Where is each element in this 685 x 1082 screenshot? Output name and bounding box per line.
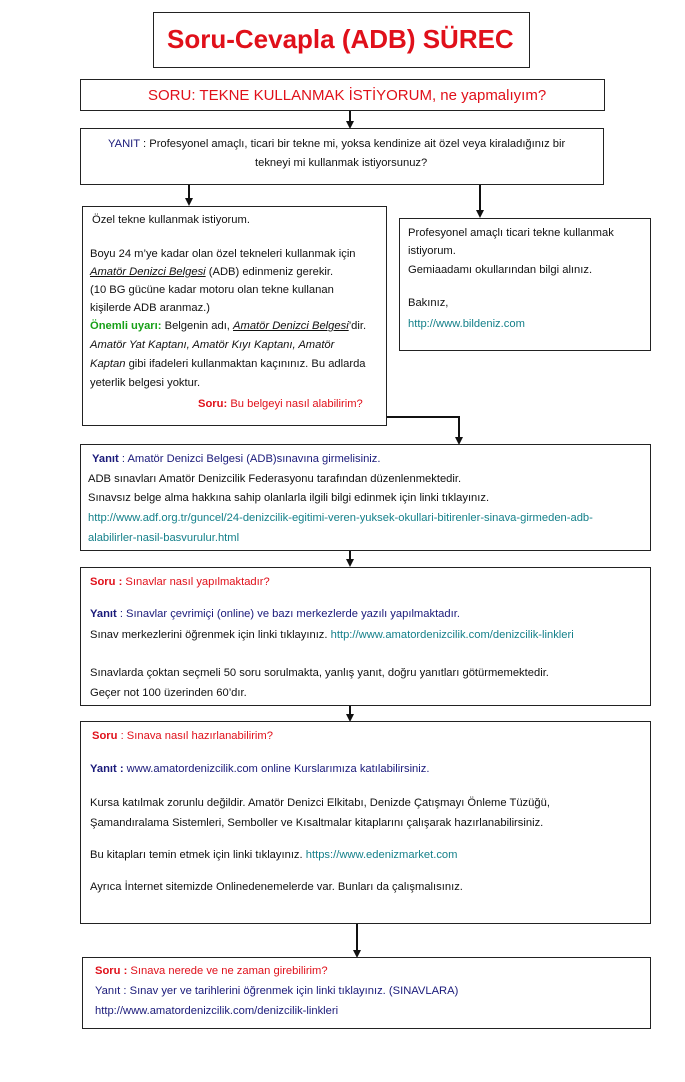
adb-name: Amatör Denizci Belgesi — [90, 266, 206, 278]
commercial-line3: Gemiaadamı okullarından bilgi alınız. — [408, 264, 593, 276]
warning-em: Amatör Denizci Belgesi — [233, 320, 349, 332]
prep-a-text: www.amatordenizcilik.com online Kurslarımıza katılabilirsiniz. — [123, 763, 430, 775]
answer-text: : Profesyonel amaçlı, ticari bir tekne mi, yoksa kendinize ait özel veya kiraladığınız bir — [139, 138, 566, 150]
prep-a-label: Yanıt : — [90, 763, 124, 775]
adb-answer-label: Yanıt — [92, 453, 119, 465]
adb-answer-text: : Amatör Denizci Belgesi (ADB)sınavına girmelisiniz. — [118, 453, 381, 465]
where-q-label: Soru : — [95, 965, 128, 977]
prep-line5-text: Bu kitapları temin etmek için linki tıklayınız. — [90, 849, 306, 861]
exam-q-text: Sınavlar nasıl yapılmaktadır? — [122, 576, 270, 588]
exam-q-label: Soru : — [90, 576, 123, 588]
warning-text: Belgenin adı, — [161, 320, 234, 332]
main-question: SORU: TEKNE KULLANMAK İSTİYORUM, ne yapmalıyım? — [148, 87, 547, 104]
private-line4: (10 BG gücüne kadar motoru olan tekne kullanan — [90, 284, 334, 296]
exam-line5: Geçer not 100 üzerinden 60’dır. — [90, 687, 247, 699]
private-line1: Özel tekne kullanmak istiyorum. — [92, 214, 250, 226]
amatordenizcilik-link[interactable]: http://www.amatordenizcilik.com/denizcilik-linkleri — [330, 629, 574, 641]
question-label: Soru: — [198, 398, 228, 410]
prep-question — [92, 728, 273, 744]
private-line2: Boyu 24 m’ye kadar olan özel tekneleri kullanmak için — [90, 248, 356, 260]
adf-link-line2[interactable]: alabilirler-nasil-basvurulur.html — [88, 532, 240, 544]
warning-tail: ’dir. — [348, 320, 367, 332]
prep-line3: Kursa katılmak zorunlu değildir. Amatör Denizci Elkitabı, Denizde Çatışmayı Önleme Tüzüğü, — [90, 797, 550, 809]
arrow-down-icon — [476, 210, 484, 218]
edenizmarket-link[interactable]: https://www.edenizmarket.com — [305, 849, 458, 861]
commercial-line4: Bakınız, — [408, 297, 449, 309]
commercial-line1: Profesyonel amaçlı ticari tekne kullanmak — [408, 227, 614, 239]
exam-line4: Sınavlarda çoktan seçmeli 50 soru sorulmakta, yanlış yanıt, doğru yanıtları götürmemektedir. — [90, 667, 549, 679]
connector-right — [479, 185, 481, 211]
private-line3 — [90, 264, 333, 280]
prep-line6: Ayrıca İnternet sitemizde Onlinedenemelerde var. Bunları da çalışmalısınız. — [90, 881, 463, 893]
private-line8 — [90, 356, 366, 372]
private-line7: Amatör Yat Kaptanı, Amatör Kıyı Kaptanı, Amatör — [90, 339, 335, 351]
where-q-text: Sınava nerede ve ne zaman girebilirim? — [127, 965, 328, 977]
exam-line3-text: Sınav merkezlerini öğrenmek için linki tıklayınız. — [90, 629, 331, 641]
warning-label: Önemli uyarı: — [90, 320, 162, 332]
arrow-down-icon — [185, 198, 193, 206]
adb-line1 — [92, 451, 381, 467]
answer-label: YANIT — [108, 138, 140, 150]
where-answer: Yanıt : Sınav yer ve tarihlerini öğrenmek için linki tıklayınız. (SINAVLARA) — [95, 985, 459, 997]
exam-question — [90, 574, 270, 590]
connector — [387, 416, 459, 418]
commercial-line2: istiyorum. — [408, 245, 456, 257]
prep-q-text: : Sınava nasıl hazırlanabilirim? — [117, 730, 273, 742]
arrow-down-icon — [346, 559, 354, 567]
adb-line3: Sınavsız belge alma hakkına sahip olanlarla ilgili bilgi edinmek için linki tıklayınız. — [88, 492, 490, 504]
prep-line5 — [90, 847, 457, 863]
private-boat-box — [82, 206, 387, 426]
private-line8-rest: gibi ifadeleri kullanmaktan kaçınınız. Bu adlarda — [125, 358, 366, 370]
kaptan-em: Kaptan — [90, 358, 126, 370]
page-title: Soru-Cevapla (ADB) SÜREC — [167, 24, 514, 54]
exam-line3 — [90, 627, 574, 643]
connector-left — [188, 185, 190, 199]
exam-answer — [90, 606, 460, 622]
private-warning — [90, 318, 366, 334]
prep-answer — [90, 761, 429, 777]
where-link[interactable]: http://www.amatordenizcilik.com/denizcilik-linkleri — [95, 1005, 339, 1017]
connector — [356, 924, 358, 952]
question-text: Bu belgeyi nasıl alabilirim? — [227, 398, 363, 410]
adb-line2: ADB sınavları Amatör Denizcilik Federasyonu tarafından düzenlenmektedir. — [88, 473, 462, 485]
prep-q-label: Soru — [92, 730, 118, 742]
exam-a-label: Yanıt — [90, 608, 117, 620]
adf-link-line1[interactable]: http://www.adf.org.tr/guncel/24-denizcilik-egitimi-veren-yuksek-okullari-bitirenler-sinava-girmeden-adb- — [88, 512, 593, 524]
private-question — [198, 396, 363, 412]
main-answer-line1 — [108, 136, 565, 152]
main-answer-line2: tekneyi mi kullanmak istiyorsunuz? — [255, 157, 428, 169]
private-line3-rest: (ADB) edinmeniz gerekir. — [205, 266, 334, 278]
where-question — [95, 963, 328, 979]
exam-a-text: : Sınavlar çevrimiçi (online) ve bazı merkezlerde yazılı yapılmaktadır. — [116, 608, 460, 620]
prep-line4: Şamandıralama Sistemleri, Semboller ve Kısaltmalar kitaplarını çalışarak hazırlanabilirsiniz. — [90, 817, 544, 829]
bildeniz-link[interactable]: http://www.bildeniz.com — [408, 318, 525, 330]
private-line5: kişilerde ADB aranmaz.) — [90, 302, 210, 314]
private-line9: yeterlik belgesi yoktur. — [90, 377, 201, 389]
